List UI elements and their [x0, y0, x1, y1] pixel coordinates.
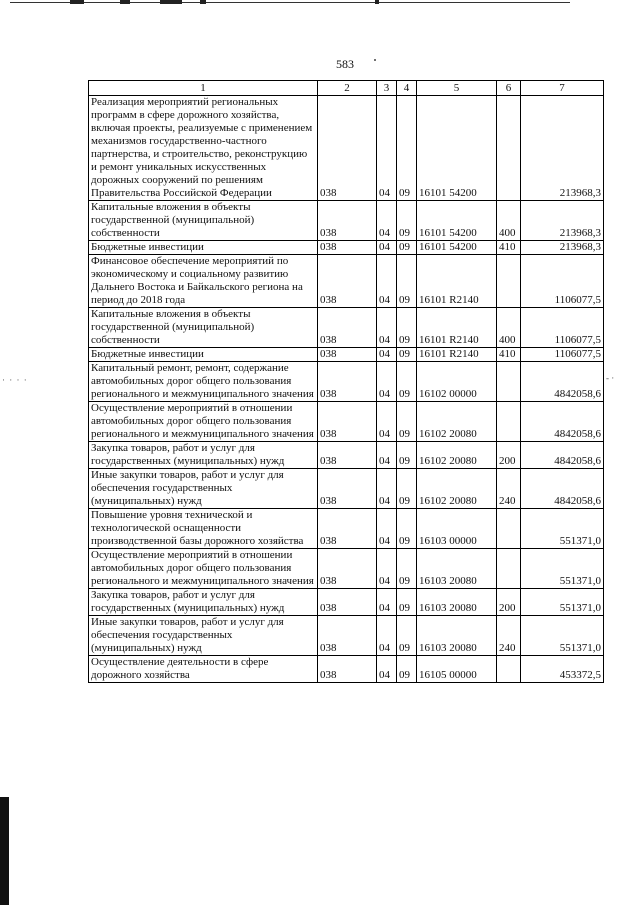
item-name: Реализация мероприятий региональных программ в сфере дорожного хозяйства, включая проекты, реализуемые с применением механизмов государственно-частного партнерства, и строительство, реконструкцию и ремонт уникальных искусственных дорожных сооружений по решениям Правительства Российской Федерации — [89, 96, 318, 201]
table-row — [89, 402, 604, 442]
ministry-code: 038 — [318, 616, 377, 656]
target-article-code: 16105 00000 — [417, 656, 497, 683]
section-code: 04 — [377, 255, 397, 308]
table-row — [89, 348, 604, 362]
expense-type-code: 200 — [497, 442, 521, 469]
amount: 213968,3 — [521, 96, 604, 201]
page-number: 583 — [336, 57, 354, 71]
expense-type-code: 240 — [497, 469, 521, 509]
table-row — [89, 201, 604, 241]
scan-mark — [70, 0, 84, 4]
item-name: Бюджетные инвестиции — [89, 241, 318, 255]
amount: 551371,0 — [521, 509, 604, 549]
target-article-code: 16101 54200 — [417, 201, 497, 241]
column-header: 4 — [397, 81, 417, 96]
subsection-code: 09 — [397, 469, 417, 509]
ministry-code: 038 — [318, 656, 377, 683]
table-row — [89, 241, 604, 255]
amount: 4842058,6 — [521, 442, 604, 469]
column-header: 2 — [318, 81, 377, 96]
subsection-code: 09 — [397, 96, 417, 201]
item-name: Иные закупки товаров, работ и услуг для обеспечения государственных (муниципальных) нужд — [89, 616, 318, 656]
section-code: 04 — [377, 241, 397, 255]
subsection-code: 09 — [397, 589, 417, 616]
target-article-code: 16101 R2140 — [417, 255, 497, 308]
expense-type-code — [497, 509, 521, 549]
budget-table — [88, 80, 604, 683]
item-name: Финансовое обеспечение мероприятий по экономическому и социальному развитию Дальнего Востока и Байкальского региона на период до 2018 года — [89, 255, 318, 308]
table-row — [89, 509, 604, 549]
table-row — [89, 96, 604, 201]
subsection-code: 09 — [397, 402, 417, 442]
item-name: Иные закупки товаров, работ и услуг для обеспечения государственных (муниципальных) нужд — [89, 469, 318, 509]
column-header: 7 — [521, 81, 604, 96]
ministry-code: 038 — [318, 589, 377, 616]
amount: 1106077,5 — [521, 348, 604, 362]
subsection-code: 09 — [397, 549, 417, 589]
item-name: Бюджетные инвестиции — [89, 348, 318, 362]
table-row — [89, 656, 604, 683]
target-article-code: 16102 20080 — [417, 442, 497, 469]
column-header: 5 — [417, 81, 497, 96]
section-code: 04 — [377, 549, 397, 589]
target-article-code: 16102 20080 — [417, 402, 497, 442]
ministry-code: 038 — [318, 308, 377, 348]
amount: 551371,0 — [521, 549, 604, 589]
target-article-code: 16103 20080 — [417, 616, 497, 656]
table-row — [89, 469, 604, 509]
expense-type-code — [497, 549, 521, 589]
subsection-code: 09 — [397, 656, 417, 683]
subsection-code: 09 — [397, 442, 417, 469]
subsection-code: 09 — [397, 616, 417, 656]
target-article-code: 16103 20080 — [417, 549, 497, 589]
expense-type-code: 200 — [497, 589, 521, 616]
item-name: Осуществление деятельности в сфере дорожного хозяйства — [89, 656, 318, 683]
subsection-code: 09 — [397, 201, 417, 241]
ministry-code: 038 — [318, 255, 377, 308]
expense-type-code — [497, 362, 521, 402]
margin-smudge-right: - · — [606, 373, 615, 383]
ministry-code: 038 — [318, 362, 377, 402]
target-article-code: 16101 54200 — [417, 241, 497, 255]
expense-type-code: 410 — [497, 241, 521, 255]
amount: 1106077,5 — [521, 308, 604, 348]
table-header-row — [89, 81, 604, 96]
ministry-code: 038 — [318, 96, 377, 201]
scan-mark — [160, 0, 182, 4]
column-header: 6 — [497, 81, 521, 96]
item-name: Осуществление мероприятий в отношении автомобильных дорог общего пользования регионального и межмуниципального значения — [89, 549, 318, 589]
scan-artifact-top — [0, 0, 640, 5]
target-article-code: 16103 20080 — [417, 589, 497, 616]
item-name: Закупка товаров, работ и услуг для государственных (муниципальных) нужд — [89, 442, 318, 469]
table-row — [89, 589, 604, 616]
expense-type-code: 400 — [497, 308, 521, 348]
expense-type-code — [497, 96, 521, 201]
subsection-code: 09 — [397, 241, 417, 255]
section-code: 04 — [377, 308, 397, 348]
item-name: Повышение уровня технической и технологической оснащенности производственной базы дорожного хозяйства — [89, 509, 318, 549]
section-code: 04 — [377, 589, 397, 616]
expense-type-code — [497, 402, 521, 442]
subsection-code: 09 — [397, 308, 417, 348]
scan-line — [10, 2, 570, 3]
expense-type-code: 410 — [497, 348, 521, 362]
target-article-code: 16101 R2140 — [417, 348, 497, 362]
column-header: 1 — [89, 81, 318, 96]
table-row — [89, 442, 604, 469]
ministry-code: 038 — [318, 201, 377, 241]
subsection-code: 09 — [397, 255, 417, 308]
amount: 213968,3 — [521, 241, 604, 255]
scan-mark — [375, 0, 379, 4]
ministry-code: 038 — [318, 241, 377, 255]
scan-mark — [120, 0, 130, 4]
expense-type-code — [497, 656, 521, 683]
amount: 551371,0 — [521, 589, 604, 616]
section-code: 04 — [377, 96, 397, 201]
table-row — [89, 308, 604, 348]
ministry-code: 038 — [318, 402, 377, 442]
item-name: Капитальные вложения в объекты государственной (муниципальной) собственности — [89, 201, 318, 241]
subsection-code: 09 — [397, 348, 417, 362]
section-code: 04 — [377, 616, 397, 656]
ministry-code: 038 — [318, 348, 377, 362]
section-code: 04 — [377, 348, 397, 362]
amount: 453372,5 — [521, 656, 604, 683]
table-row — [89, 616, 604, 656]
section-code: 04 — [377, 362, 397, 402]
target-article-code: 16103 00000 — [417, 509, 497, 549]
amount: 551371,0 — [521, 616, 604, 656]
table-row — [89, 549, 604, 589]
table-row — [89, 362, 604, 402]
ministry-code: 038 — [318, 509, 377, 549]
ministry-code: 038 — [318, 469, 377, 509]
target-article-code: 16101 54200 — [417, 96, 497, 201]
amount: 4842058,6 — [521, 362, 604, 402]
ministry-code: 038 — [318, 549, 377, 589]
item-name: Осуществление мероприятий в отношении автомобильных дорог общего пользования регионального и межмуниципального значения — [89, 402, 318, 442]
section-code: 04 — [377, 509, 397, 549]
amount: 1106077,5 — [521, 255, 604, 308]
expense-type-code: 240 — [497, 616, 521, 656]
margin-smudge: · · · · — [2, 375, 28, 385]
column-header: 3 — [377, 81, 397, 96]
section-code: 04 — [377, 469, 397, 509]
section-code: 04 — [377, 656, 397, 683]
section-code: 04 — [377, 402, 397, 442]
amount: 4842058,6 — [521, 469, 604, 509]
ministry-code: 038 — [318, 442, 377, 469]
target-article-code: 16101 R2140 — [417, 308, 497, 348]
table-row — [89, 255, 604, 308]
item-name: Капитальный ремонт, ремонт, содержание автомобильных дорог общего пользования регионального и межмуниципального значения — [89, 362, 318, 402]
expense-type-code: 400 — [497, 201, 521, 241]
amount: 4842058,6 — [521, 402, 604, 442]
subsection-code: 09 — [397, 509, 417, 549]
scan-mark — [200, 0, 206, 4]
amount: 213968,3 — [521, 201, 604, 241]
scan-edge-bar — [0, 797, 9, 905]
scan-dot — [374, 59, 376, 61]
target-article-code: 16102 00000 — [417, 362, 497, 402]
expense-type-code — [497, 255, 521, 308]
subsection-code: 09 — [397, 362, 417, 402]
target-article-code: 16102 20080 — [417, 469, 497, 509]
item-name: Капитальные вложения в объекты государственной (муниципальной) собственности — [89, 308, 318, 348]
item-name: Закупка товаров, работ и услуг для государственных (муниципальных) нужд — [89, 589, 318, 616]
section-code: 04 — [377, 442, 397, 469]
section-code: 04 — [377, 201, 397, 241]
